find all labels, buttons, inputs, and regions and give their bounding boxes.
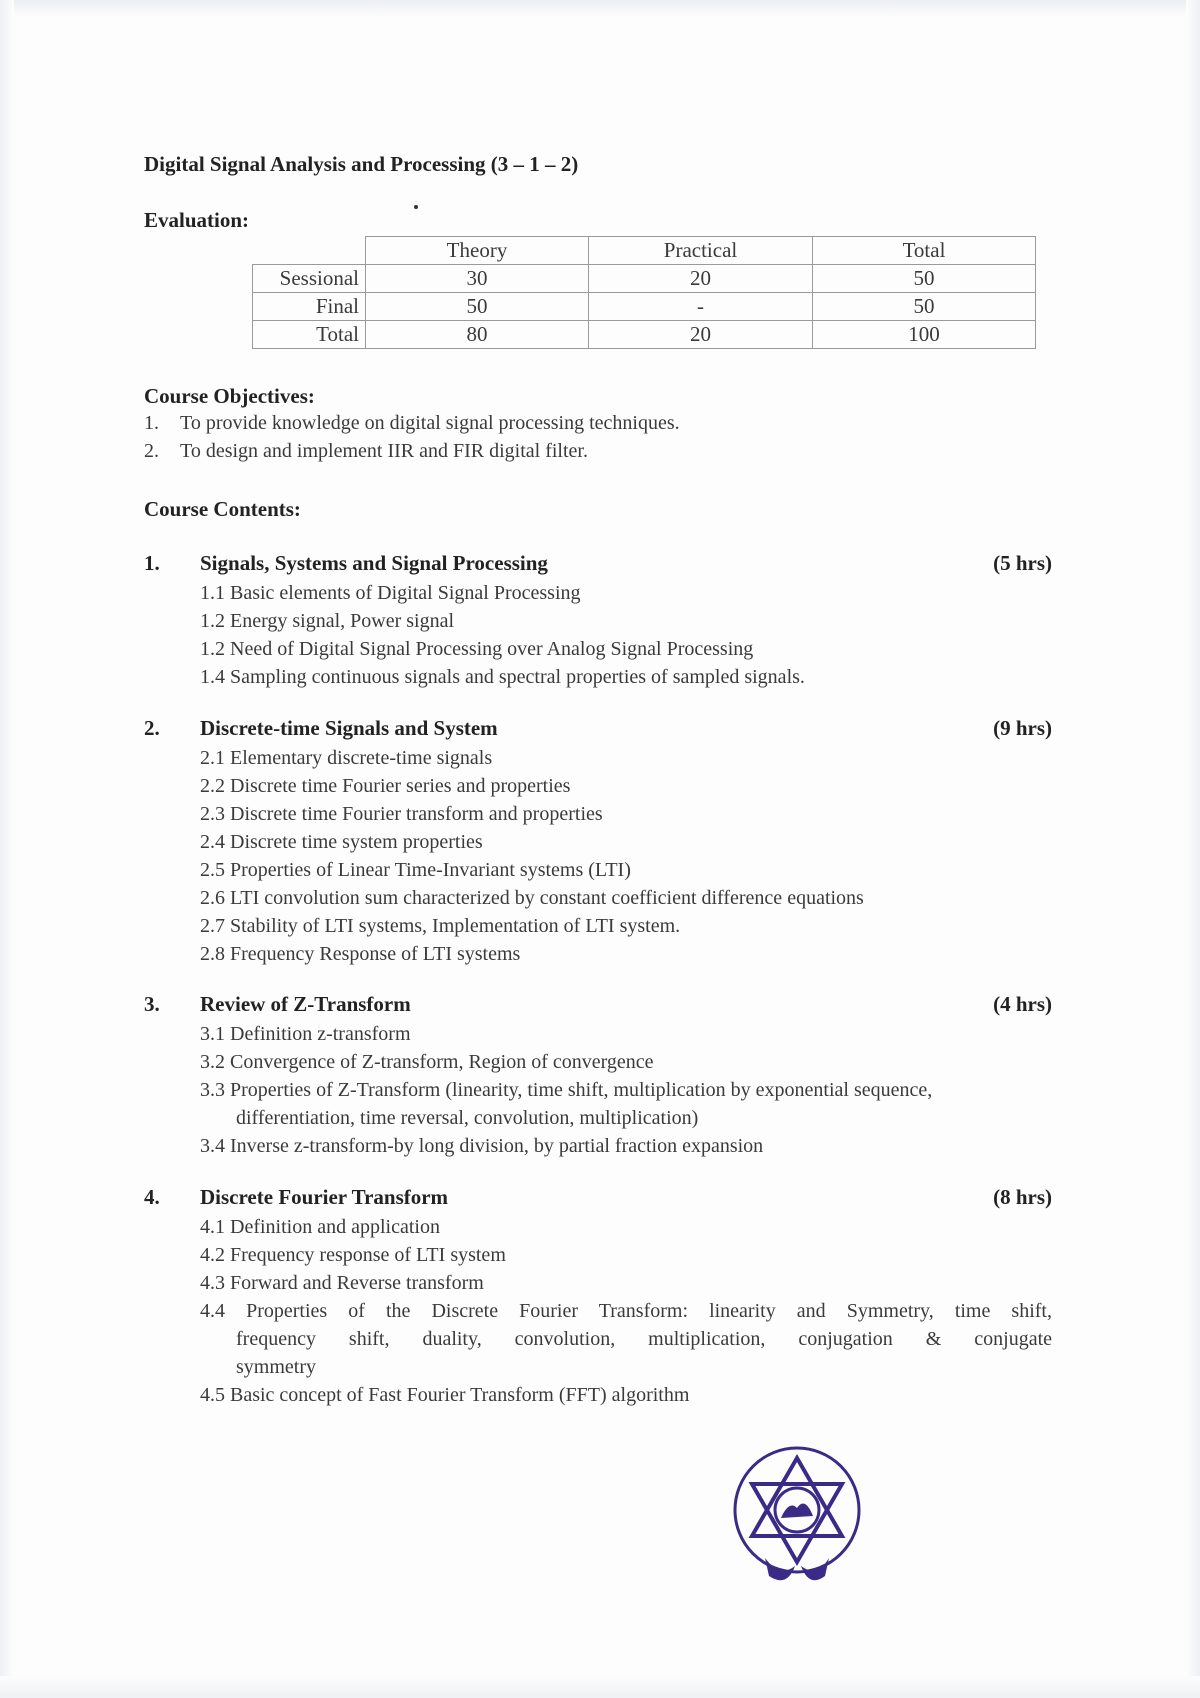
topic-item: 2.1 Elementary discrete-time signals bbox=[200, 747, 493, 769]
unit-number: 3. bbox=[144, 992, 160, 1016]
objective-number: 1. bbox=[144, 412, 159, 434]
topic-item: 4.4 Properties of the Discrete Fourier Transform: linearity and Symmetry, time shift, bbox=[200, 1300, 1052, 1322]
table-cell: 20 bbox=[589, 265, 813, 293]
unit-4 bbox=[144, 1185, 1052, 1409]
topic-continuation: symmetry bbox=[236, 1356, 316, 1378]
topic-item: 1.2 Need of Digital Signal Processing over Analog Signal Processing bbox=[200, 638, 754, 660]
topic-item: 4.2 Frequency response of LTI system bbox=[200, 1244, 506, 1266]
evaluation-label: Evaluation: bbox=[144, 208, 250, 232]
table-header-row bbox=[253, 237, 1036, 265]
topic-item: 2.6 LTI convolution sum characterized by constant coefficient difference equations bbox=[200, 887, 864, 909]
unit-hours: (4 hrs) bbox=[993, 992, 1052, 1016]
unit-number: 4. bbox=[144, 1185, 160, 1209]
table-cell: 50 bbox=[813, 293, 1036, 321]
table-cell: 20 bbox=[589, 321, 813, 349]
table-corner-cell bbox=[253, 237, 366, 265]
course-title: Digital Signal Analysis and Processing (3 – 1 – 2) bbox=[144, 152, 579, 176]
topic-continuation: frequency shift, duality, convolution, multiplication, conjugation & conjugate bbox=[236, 1328, 1052, 1350]
table-cell: 80 bbox=[366, 321, 589, 349]
table-header-practical: Practical bbox=[589, 237, 813, 265]
scan-edge-bottom bbox=[0, 1676, 1200, 1698]
table-cell: 30 bbox=[366, 265, 589, 293]
unit-hours: (8 hrs) bbox=[993, 1185, 1052, 1209]
topic-continuation: differentiation, time reversal, convolution, multiplication) bbox=[236, 1107, 699, 1129]
unit-hours: (5 hrs) bbox=[993, 551, 1052, 575]
university-seal-stamp bbox=[725, 1438, 875, 1608]
unit-header bbox=[144, 716, 1052, 744]
unit-header bbox=[144, 992, 1052, 1020]
contents-heading: Course Contents: bbox=[144, 497, 301, 521]
seal-mountain-emblem bbox=[781, 1504, 813, 1519]
scan-edge-top bbox=[0, 0, 1200, 18]
topic-item: 3.1 Definition z-transform bbox=[200, 1023, 411, 1045]
objectives-heading: Course Objectives: bbox=[144, 384, 315, 408]
scan-edge-right bbox=[1186, 0, 1200, 1698]
topic-item: 1.4 Sampling continuous signals and spectral properties of sampled signals. bbox=[200, 666, 805, 688]
unit-3 bbox=[144, 992, 1052, 1160]
objective-item bbox=[144, 412, 680, 435]
unit-number: 2. bbox=[144, 716, 160, 740]
unit-number: 1. bbox=[144, 551, 160, 575]
scan-edge-left bbox=[0, 0, 14, 1698]
evaluation-table bbox=[252, 236, 1036, 349]
topic-item: 2.2 Discrete time Fourier series and properties bbox=[200, 775, 571, 797]
table-header-theory: Theory bbox=[366, 237, 589, 265]
unit-header bbox=[144, 551, 1052, 579]
seal-star-triangle-down bbox=[752, 1484, 842, 1562]
unit-title: Discrete Fourier Transform bbox=[200, 1185, 449, 1209]
table-header-total: Total bbox=[813, 237, 1036, 265]
unit-hours: (9 hrs) bbox=[993, 716, 1052, 740]
row-label: Total bbox=[253, 321, 366, 349]
topic-item: 4.1 Definition and application bbox=[200, 1216, 440, 1238]
objective-item bbox=[144, 440, 588, 463]
table-row bbox=[253, 321, 1036, 349]
table-cell: 50 bbox=[813, 265, 1036, 293]
row-label: Final bbox=[253, 293, 366, 321]
topic-item: 2.4 Discrete time system properties bbox=[200, 831, 483, 853]
unit-title: Signals, Systems and Signal Processing bbox=[200, 551, 548, 575]
topic-item: 3.4 Inverse z-transform-by long division, by partial fraction expansion bbox=[200, 1135, 764, 1157]
topic-item: 2.5 Properties of Linear Time-Invariant systems (LTI) bbox=[200, 859, 631, 881]
table-row bbox=[253, 265, 1036, 293]
row-label: Sessional bbox=[253, 265, 366, 293]
table-cell: 50 bbox=[366, 293, 589, 321]
topic-item: 2.7 Stability of LTI systems, Implementation of LTI system. bbox=[200, 915, 681, 937]
unit-title: Discrete-time Signals and System bbox=[200, 716, 498, 740]
unit-title: Review of Z-Transform bbox=[200, 992, 411, 1016]
scan-speck bbox=[414, 205, 418, 209]
topic-item: 1.2 Energy signal, Power signal bbox=[200, 610, 455, 632]
topic-item: 1.1 Basic elements of Digital Signal Processing bbox=[200, 582, 581, 604]
table-row bbox=[253, 293, 1036, 321]
unit-1 bbox=[144, 551, 1052, 691]
topic-item: 3.2 Convergence of Z-transform, Region of convergence bbox=[200, 1051, 654, 1073]
table-cell: - bbox=[589, 293, 813, 321]
topic-item: 2.8 Frequency Response of LTI systems bbox=[200, 943, 521, 965]
unit-2 bbox=[144, 716, 1052, 968]
table-cell: 100 bbox=[813, 321, 1036, 349]
topic-item: 2.3 Discrete time Fourier transform and properties bbox=[200, 803, 603, 825]
objective-text: To provide knowledge on digital signal processing techniques. bbox=[180, 412, 680, 434]
objective-number: 2. bbox=[144, 440, 159, 462]
topic-item: 4.3 Forward and Reverse transform bbox=[200, 1272, 484, 1294]
seal-star-triangle-up bbox=[752, 1458, 842, 1536]
topic-item: 3.3 Properties of Z-Transform (linearity, time shift, multiplication by exponential sequence, bbox=[200, 1079, 933, 1101]
topic-item: 4.5 Basic concept of Fast Fourier Transform (FFT) algorithm bbox=[200, 1384, 690, 1406]
unit-header bbox=[144, 1185, 1052, 1213]
objective-text: To design and implement IIR and FIR digital filter. bbox=[180, 440, 588, 462]
